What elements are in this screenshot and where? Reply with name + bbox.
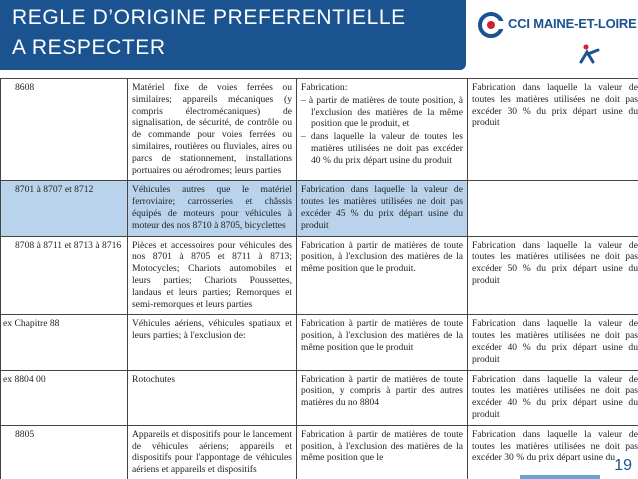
rule-item: – à partir de matières de toute position, à l'exclusion des matières de la même position que le produit, et xyxy=(301,94,463,130)
alternative-rule-cell xyxy=(468,181,638,236)
alternative-rule-cell: Fabrication dans laquelle la valeur de toutes les matières utilisées ne doit pas excéder 30 % du prix départ usine du xyxy=(468,425,638,479)
table-row xyxy=(1,315,638,370)
alternative-rule-cell: Fabrication dans laquelle la valeur de toutes les matières utilisées ne doit pas excéder 40 % du prix départ usine du produit xyxy=(468,370,638,425)
table-row xyxy=(1,236,638,315)
description-cell: Véhicules autres que le matériel ferroviaire; carrosseries et châssis équipés de moteurs pour véhicules à moteur des nos 8710 à 8705, bicyclettes xyxy=(128,181,297,236)
rule-item: – dans laquelle la valeur de toutes les matières utilisées ne doit pas excéder 40 % du prix départ usine du produit xyxy=(301,131,463,166)
table-row xyxy=(1,370,638,425)
cci-logo xyxy=(478,10,638,70)
table-row xyxy=(1,79,638,181)
footer-accent-bar xyxy=(520,475,600,479)
page-number: 19 xyxy=(614,457,632,474)
hs-code-cell: ex 8804 00 xyxy=(1,370,128,425)
description-cell: Véhicules aériens, véhicules spatiaux et leurs parties; à l'exclusion de: xyxy=(128,315,297,370)
description-cell: Matériel fixe de voies ferrées ou similaires; appareils mécaniques (y compris électromécaniques) de signalisation, de sécurité, de contrôle ou de commande pour voies ferrées ou similaires, routières ou fluviales, aires ou parcs de stationnement, installations portuaires ou aérodromes; leurs parties xyxy=(128,79,297,181)
hs-code-cell: 8805 xyxy=(1,425,128,479)
alternative-rule-cell: Fabrication dans laquelle la valeur de toutes les matières utilisées ne doit pas excéder 50 % du prix départ usine du produit xyxy=(468,236,638,315)
cci-mark-icon xyxy=(478,12,504,38)
slide-title-line-1: REGLE D’ORIGINE PREFERENTIELLE xyxy=(12,6,406,29)
handshake-icon xyxy=(578,42,602,66)
description-cell: Rotochutes xyxy=(128,370,297,425)
logo-text: CCI MAINE-ET-LOIRE xyxy=(508,16,637,31)
hs-code-cell: ex Chapitre 88 xyxy=(1,315,128,370)
rule-intro: Fabrication: xyxy=(301,82,348,93)
description-cell: Appareils et dispositifs pour le lancement de véhicules aériens; appareils et dispositifs pour l'appontage de véhicules aériens et appareils et dispositifs xyxy=(128,425,297,479)
alternative-rule-cell: Fabrication dans laquelle la valeur de toutes les matières utilisées ne doit pas excéder 30 % du prix départ usine du produit xyxy=(468,79,638,181)
description-cell: Pièces et accessoires pour véhicules des nos 8701 à 8705 et 8711 à 8713; Motocycles; Chariots automobiles et leurs parties; Chariots Poussettes, landaus et leurs parties; Remorques et semi-remorques et leurs parties xyxy=(128,236,297,315)
alternative-rule-cell: Fabrication dans laquelle la valeur de toutes les matières utilisées ne doit pas excéder 40 % du prix départ usine du produit xyxy=(468,315,638,370)
slide-title-line-2: A RESPECTER xyxy=(12,36,166,59)
hs-code-cell: 8708 à 8711 et 8713 à 8716 xyxy=(1,236,128,315)
table-row-highlighted xyxy=(1,181,638,236)
rule-cell: Fabrication à partir de matières de toute position, à l'exclusion des matières de la même position que le xyxy=(297,425,468,479)
origin-rules-table xyxy=(0,78,638,479)
rule-cell: Fabrication à partir de matières de toute position, à l'exclusion des matières de la même position que le produit. xyxy=(297,236,468,315)
rule-cell xyxy=(297,79,468,181)
title-banner xyxy=(0,0,466,70)
rule-cell: Fabrication dans laquelle la valeur de toutes les matières utilisées ne doit pas excéder 45 % du prix départ usine du produit xyxy=(297,181,468,236)
hs-code-cell: 8608 xyxy=(1,79,128,181)
hs-code-cell: 8701 à 8707 et 8712 xyxy=(1,181,128,236)
rule-cell: Fabrication à partir de matières de toute position, à l'exclusion des matières de la même position que le produit xyxy=(297,315,468,370)
slide-header xyxy=(0,0,638,72)
rule-cell: Fabrication à partir de matières de toute position, y compris à partir des autres matières du no 8804 xyxy=(297,370,468,425)
table-row xyxy=(1,425,638,479)
